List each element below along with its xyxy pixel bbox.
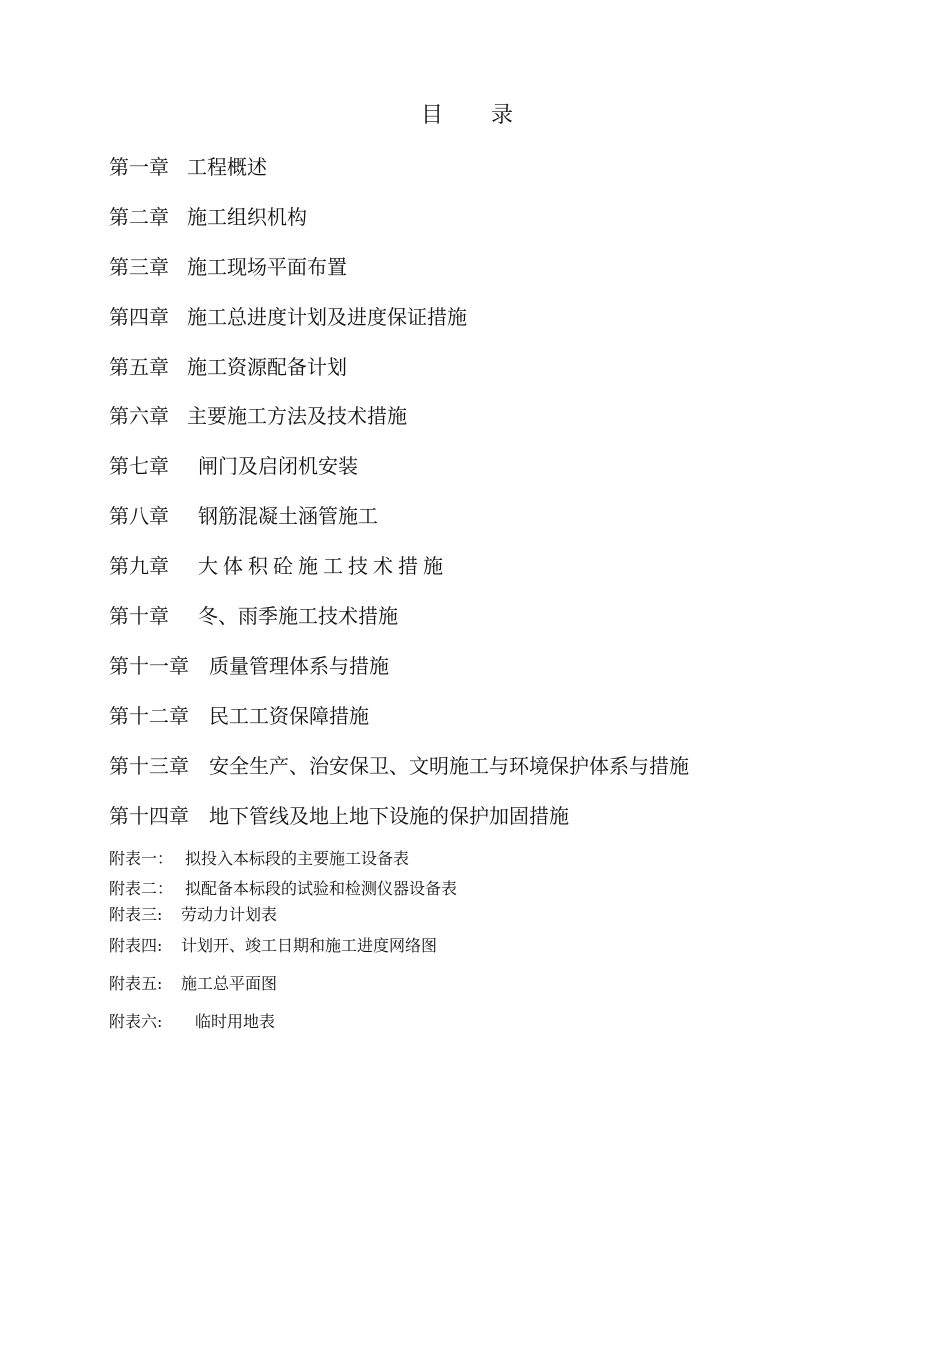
appendix-title: 施工总平面图 (181, 974, 278, 993)
toc-appendix (109, 973, 277, 995)
chapter-title: 工程概述 (187, 155, 267, 179)
toc-chapter (109, 652, 389, 680)
chapter-title: 施工现场平面布置 (187, 255, 347, 279)
chapter-number: 第七章 (109, 454, 169, 478)
chapter-number: 第九章 (109, 554, 169, 578)
toc-chapter (109, 602, 398, 630)
chapter-number: 第十二章 (109, 704, 189, 728)
chapter-title: 施工资源配备计划 (187, 355, 347, 379)
toc-chapter (109, 203, 307, 231)
appendix-title: 计划开、竣工日期和施工进度网络图 (181, 936, 438, 955)
appendix-title: 拟配备本标段的试验和检测仪器设备表 (185, 879, 458, 898)
chapter-title: 主要施工方法及技术措施 (187, 404, 407, 428)
toc-appendix (109, 935, 437, 957)
appendix-number: 附表六: (109, 1012, 163, 1031)
toc-chapter (109, 452, 358, 480)
chapter-title: 地下管线及地上地下设施的保护加固措施 (209, 804, 569, 828)
chapter-title: 闸门及启闭机安装 (198, 454, 358, 478)
toc-appendix (109, 878, 457, 900)
chapter-title: 质量管理体系与措施 (209, 654, 389, 678)
toc-chapter (109, 502, 378, 530)
chapter-number: 第十章 (109, 604, 169, 628)
appendix-title: 临时用地表 (195, 1012, 276, 1031)
chapter-number: 第一章 (109, 155, 169, 179)
toc-chapter (109, 702, 369, 730)
chapter-number: 第四章 (109, 305, 169, 329)
chapter-title: 安全生产、治安保卫、文明施工与环境保护体系与措施 (209, 754, 689, 778)
toc-appendix (109, 904, 277, 926)
chapter-number: 第二章 (109, 205, 169, 229)
chapter-title: 大体积砼施工技术措施 (198, 554, 448, 578)
toc-title: 目录 (420, 103, 561, 128)
chapter-title: 施工组织机构 (187, 205, 307, 229)
chapter-title: 钢筋混凝土涵管施工 (198, 504, 378, 528)
toc-chapter (109, 303, 467, 331)
toc-chapter (109, 552, 448, 580)
toc-chapter (109, 402, 407, 430)
appendix-title: 劳动力计划表 (181, 905, 278, 924)
toc-chapter (109, 253, 347, 281)
toc-chapter (109, 353, 347, 381)
appendix-title: 拟投入本标段的主要施工设备表 (185, 849, 410, 868)
toc-chapter (109, 153, 267, 181)
appendix-number: 附表四: (109, 936, 163, 955)
chapter-number: 第十一章 (109, 654, 189, 678)
appendix-number: 附表三: (109, 905, 163, 924)
appendix-number: 附表五: (109, 974, 163, 993)
appendix-number: 附表二： (109, 879, 174, 898)
chapter-title: 冬、雨季施工技术措施 (198, 604, 398, 628)
chapter-title: 民工工资保障措施 (209, 704, 369, 728)
toc-appendix (109, 1011, 275, 1033)
chapter-number: 第十四章 (109, 804, 189, 828)
chapter-title: 施工总进度计划及进度保证措施 (187, 305, 467, 329)
chapter-number: 第六章 (109, 404, 169, 428)
chapter-number: 第五章 (109, 355, 169, 379)
toc-chapter (109, 802, 569, 830)
chapter-number: 第三章 (109, 255, 169, 279)
toc-chapter (109, 752, 689, 780)
chapter-number: 第八章 (109, 504, 169, 528)
chapter-number: 第十三章 (109, 754, 189, 778)
toc-appendix (109, 848, 409, 870)
appendix-number: 附表一： (109, 849, 174, 868)
